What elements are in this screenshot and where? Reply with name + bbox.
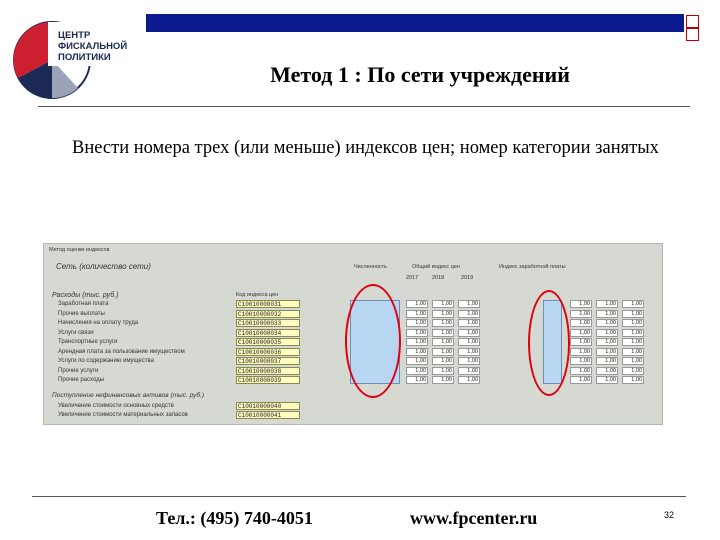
index-value-cell: 1,00 [406,329,428,337]
column-header-price-index: Общий индекс цен [412,264,460,270]
year-label: 2018 [432,275,445,281]
wage-index-value-cell: 1,00 [596,300,618,308]
index-value-cell: 1,00 [406,367,428,375]
wage-index-value-cell: 1,00 [570,348,592,356]
slide-title: Метод 1 : По сети учреждений [270,62,570,87]
index-value-cell: 1,00 [432,348,454,356]
wage-index-value-cell: 1,00 [570,319,592,327]
asset-row-label: Увеличение стоимости основных средств [58,403,174,409]
logo-emblem-icon [8,8,128,118]
wage-index-value-cell: 1,00 [570,367,592,375]
footer-divider [32,496,686,497]
expense-row-label: Прочие выплаты [58,310,105,317]
header-bar [146,14,684,32]
wage-index-value-cell: 1,00 [570,310,592,318]
wage-index-value-cell: 1,00 [596,329,618,337]
title-divider [38,106,690,107]
index-value-cell: 1,00 [458,329,480,337]
wage-index-value-cell: 1,00 [596,357,618,365]
index-value-cell: 1,00 [432,310,454,318]
section-expenses: Расходы (тыс. руб.) [52,292,119,299]
wage-index-value-cell: 1,00 [622,310,644,318]
wage-index-value-cell: 1,00 [622,367,644,375]
expense-row-label: Заработная плата [58,301,109,307]
index-value-cell: 1,00 [458,338,480,346]
wage-index-value-cell: 1,00 [570,338,592,346]
asset-row-label: Увеличение стоимости материальных запасов [58,412,188,418]
index-value-cell: 1,00 [406,348,428,356]
index-value-cell: 1,00 [432,329,454,337]
header-square-2 [686,28,699,41]
price-index-code-input[interactable]: С10010000031 [236,300,300,308]
price-index-code-input[interactable]: С10010000037 [236,357,300,365]
wage-index-value-cell: 1,00 [596,310,618,318]
sheet-header: Метод оценки индексов [49,247,110,253]
wage-index-value-cell: 1,00 [596,319,618,327]
expense-row-label: Услуги по содержанию имущества [58,358,154,364]
fiscal-center-logo [8,8,128,118]
index-value-cell: 1,00 [458,348,480,356]
year-label: 2017 [406,275,419,281]
wage-index-value-cell: 1,00 [570,300,592,308]
header-square-1 [686,15,699,28]
wage-index-value-cell: 1,00 [596,376,618,384]
wage-index-value-cell: 1,00 [622,376,644,384]
wage-index-value-cell: 1,00 [596,367,618,375]
index-value-cell: 1,00 [432,376,454,384]
price-index-code-input[interactable]: С10010000032 [236,310,300,318]
footer-phone: Тел.: (495) 740-4051 [156,508,313,528]
logo-text [58,30,127,63]
sheet-subheader: Сеть (количество сети) [56,262,151,271]
expense-row-label: Арендная плата за пользование имуществом [58,348,185,355]
index-value-cell: 1,00 [406,376,428,384]
index-value-cell: 1,00 [458,376,480,384]
index-value-cell: 1,00 [432,338,454,346]
price-index-code-input[interactable]: С10010000038 [236,367,300,375]
index-value-cell: 1,00 [458,319,480,327]
index-value-cell: 1,00 [432,300,454,308]
wage-index-value-cell: 1,00 [622,300,644,308]
asset-code-input[interactable]: С10010000040 [236,402,300,410]
highlight-ellipse-left [345,284,401,398]
index-value-cell: 1,00 [432,357,454,365]
highlight-ellipse-right [528,290,570,396]
footer-website-link[interactable]: www.fpcenter.ru [410,508,538,528]
index-value-cell: 1,00 [406,319,428,327]
index-value-cell: 1,00 [432,367,454,375]
index-value-cell: 1,00 [458,357,480,365]
asset-code-input[interactable]: С10010000041 [236,411,300,419]
index-value-cell: 1,00 [432,319,454,327]
wage-index-value-cell: 1,00 [570,376,592,384]
wage-index-value-cell: 1,00 [622,329,644,337]
price-index-code-input[interactable]: С10010000034 [236,329,300,337]
column-header-count: Численность [354,264,388,270]
index-value-cell: 1,00 [458,367,480,375]
logo-line-2: ФИСКАЛЬНОЙ [58,41,128,52]
wage-index-value-cell: 1,00 [596,348,618,356]
wage-index-value-cell: 1,00 [570,357,592,365]
index-value-cell: 1,00 [406,310,428,318]
expense-row-label: Транспортные услуги [58,339,118,345]
wage-index-value-cell: 1,00 [622,348,644,356]
year-label: 2019 [461,275,474,281]
wage-index-value-cell: 1,00 [622,338,644,346]
code-column-header: Код индекса цен [236,292,279,298]
price-index-code-input[interactable]: С10010000033 [236,319,300,327]
expense-row-label: Начисления на оплату труда [58,320,139,326]
expense-row-label: Услуги связи [58,329,94,336]
logo-line-1: ЦЕНТР [58,30,91,41]
page-number: 32 [664,510,675,520]
index-value-cell: 1,00 [458,300,480,308]
column-header-wage-index: Индекс заработной платы [499,264,566,270]
slide-body-text: Внести номера трех (или меньше) индексов цен; номер категории занятых [72,138,659,158]
expense-row-label: Прочие расходы [58,377,104,383]
expense-row-label: Прочие услуги [58,367,99,374]
wage-index-value-cell: 1,00 [622,357,644,365]
wage-index-value-cell: 1,00 [596,338,618,346]
price-index-code-input[interactable]: С10010000039 [236,376,300,384]
index-value-cell: 1,00 [406,338,428,346]
wage-index-value-cell: 1,00 [622,319,644,327]
wage-index-value-cell: 1,00 [570,329,592,337]
index-value-cell: 1,00 [406,300,428,308]
section-assets: Поступление нефинансовых активов (тыс. руб.) [52,392,205,399]
logo-line-3: ПОЛИТИКИ [58,52,111,63]
index-value-cell: 1,00 [458,310,480,318]
index-value-cell: 1,00 [406,357,428,365]
price-index-code-input[interactable]: С10010000035 [236,338,300,346]
price-index-code-input[interactable]: С10010000036 [236,348,300,356]
